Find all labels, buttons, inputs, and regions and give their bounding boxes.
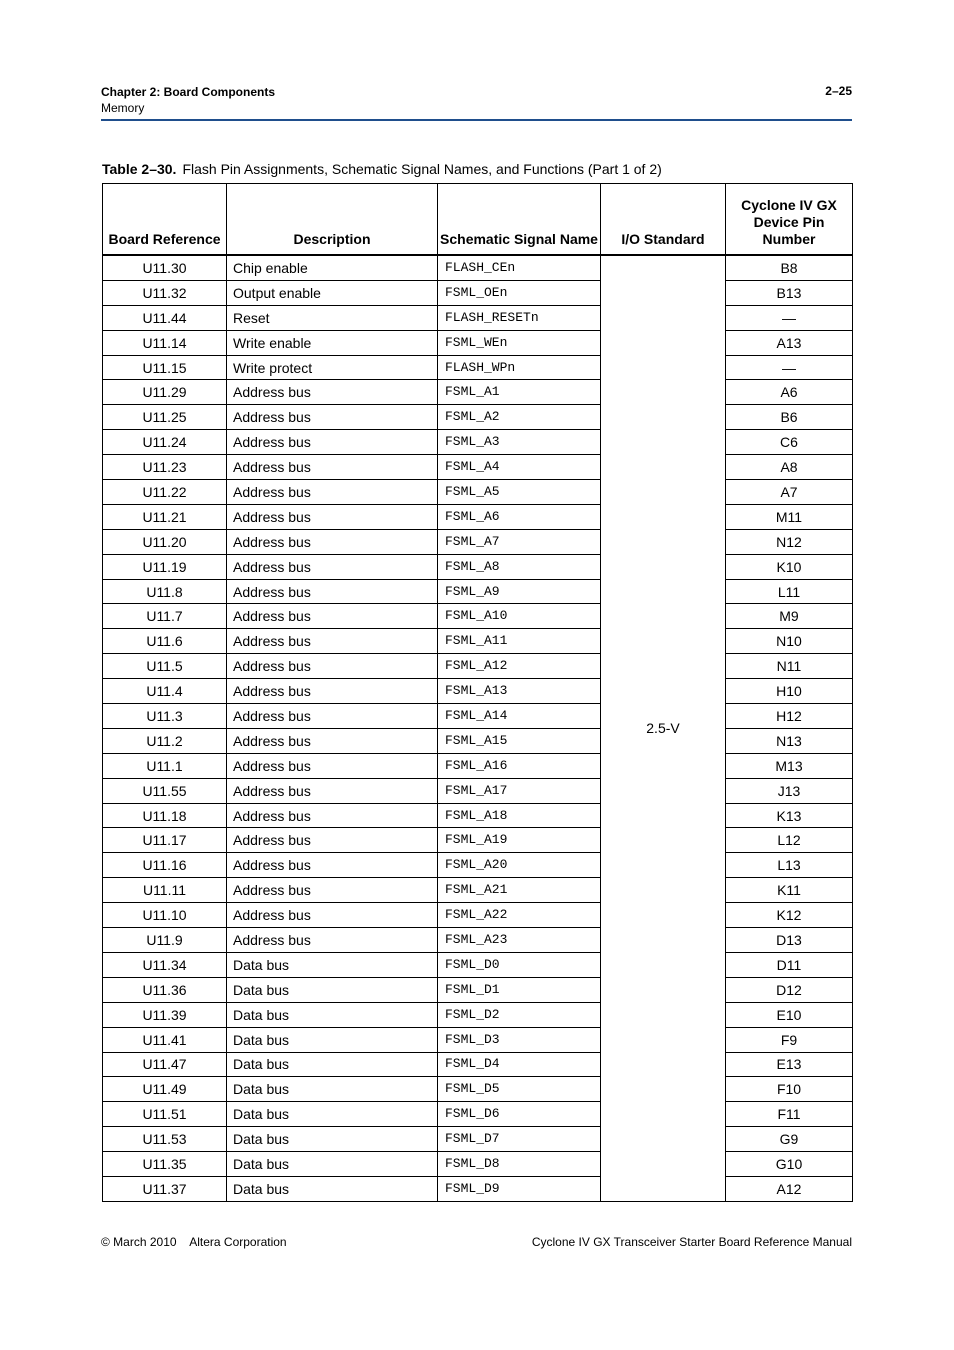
table-row <box>103 529 853 554</box>
board-reference-cell: U11.14 <box>103 330 227 355</box>
pin-number-cell: B6 <box>726 405 853 430</box>
board-reference-cell: U11.9 <box>103 928 227 953</box>
col-header-schematic-signal-name: Schematic Signal Name <box>438 184 601 256</box>
table-caption <box>102 161 662 177</box>
description-cell: Address bus <box>227 778 438 803</box>
board-reference-cell: U11.10 <box>103 903 227 928</box>
description-cell: Data bus <box>227 1152 438 1177</box>
pin-number-cell: H12 <box>726 704 853 729</box>
signal-name-cell: FSML_D4 <box>438 1052 601 1077</box>
board-reference-cell: U11.35 <box>103 1152 227 1177</box>
table-row <box>103 753 853 778</box>
board-reference-cell: U11.15 <box>103 355 227 380</box>
board-reference-cell: U11.19 <box>103 554 227 579</box>
running-header <box>101 84 275 116</box>
signal-name-cell: FSML_A5 <box>438 480 601 505</box>
signal-name-cell: FSML_A15 <box>438 728 601 753</box>
board-reference-cell: U11.44 <box>103 305 227 330</box>
pin-number-cell: N11 <box>726 654 853 679</box>
board-reference-cell: U11.2 <box>103 728 227 753</box>
signal-name-cell: FSML_A8 <box>438 554 601 579</box>
signal-name-cell: FLASH_WPn <box>438 355 601 380</box>
header-divider <box>101 119 852 121</box>
board-reference-cell: U11.3 <box>103 704 227 729</box>
board-reference-cell: U11.47 <box>103 1052 227 1077</box>
description-cell: Address bus <box>227 480 438 505</box>
table-row <box>103 1176 853 1201</box>
signal-name-cell: FSML_WEn <box>438 330 601 355</box>
pin-number-cell: D13 <box>726 928 853 953</box>
col-header-io-standard: I/O Standard <box>601 184 726 256</box>
pin-number-cell: L11 <box>726 579 853 604</box>
signal-name-cell: FSML_D8 <box>438 1152 601 1177</box>
pin-number-cell: M11 <box>726 504 853 529</box>
signal-name-cell: FSML_D2 <box>438 1002 601 1027</box>
description-cell: Data bus <box>227 1102 438 1127</box>
description-cell: Chip enable <box>227 255 438 280</box>
description-cell: Address bus <box>227 828 438 853</box>
pin-number-cell: A13 <box>726 330 853 355</box>
board-reference-cell: U11.4 <box>103 679 227 704</box>
signal-name-cell: FSML_A16 <box>438 753 601 778</box>
table-row <box>103 778 853 803</box>
table-row <box>103 255 853 280</box>
table-row <box>103 455 853 480</box>
board-reference-cell: U11.18 <box>103 803 227 828</box>
pin-number-cell: A7 <box>726 480 853 505</box>
description-cell: Data bus <box>227 1077 438 1102</box>
description-cell: Address bus <box>227 679 438 704</box>
chapter-title: Chapter 2: Board Components <box>101 85 276 99</box>
col-header-device-pin-number <box>726 184 853 256</box>
description-cell: Write protect <box>227 355 438 380</box>
pin-number-cell: N12 <box>726 529 853 554</box>
table-row <box>103 629 853 654</box>
pin-number-cell: L13 <box>726 853 853 878</box>
table-row <box>103 380 853 405</box>
table-number: Table 2–30. <box>102 161 177 177</box>
pin-number-cell: A8 <box>726 455 853 480</box>
table-row <box>103 480 853 505</box>
signal-name-cell: FSML_A3 <box>438 430 601 455</box>
description-cell: Address bus <box>227 728 438 753</box>
board-reference-cell: U11.29 <box>103 380 227 405</box>
table-row <box>103 977 853 1002</box>
signal-name-cell: FSML_A18 <box>438 803 601 828</box>
pin-number-cell: K13 <box>726 803 853 828</box>
table-row <box>103 1027 853 1052</box>
signal-name-cell: FSML_A23 <box>438 928 601 953</box>
description-cell: Reset <box>227 305 438 330</box>
pin-number-cell: F11 <box>726 1102 853 1127</box>
table-row <box>103 728 853 753</box>
description-cell: Data bus <box>227 1127 438 1152</box>
table-row <box>103 604 853 629</box>
signal-name-cell: FSML_A17 <box>438 778 601 803</box>
signal-name-cell: FSML_D6 <box>438 1102 601 1127</box>
footer-manual-title: Cyclone IV GX Transceiver Starter Board Reference Manual <box>531 1235 852 1249</box>
table-row <box>103 803 853 828</box>
signal-name-cell: FSML_D5 <box>438 1077 601 1102</box>
signal-name-cell: FSML_D9 <box>438 1176 601 1201</box>
pin-number-cell: B8 <box>726 255 853 280</box>
page-number: 2–25 <box>825 84 852 98</box>
table-row <box>103 330 853 355</box>
description-cell: Address bus <box>227 504 438 529</box>
table-row <box>103 405 853 430</box>
board-reference-cell: U11.51 <box>103 1102 227 1127</box>
table-row <box>103 280 853 305</box>
table-row <box>103 554 853 579</box>
signal-name-cell: FSML_D3 <box>438 1027 601 1052</box>
board-reference-cell: U11.8 <box>103 579 227 604</box>
signal-name-cell: FSML_OEn <box>438 280 601 305</box>
signal-name-cell: FSML_A11 <box>438 629 601 654</box>
pin-number-cell: J13 <box>726 778 853 803</box>
col-header-description: Description <box>227 184 438 256</box>
table-row <box>103 1052 853 1077</box>
section-title: Memory <box>101 101 145 115</box>
signal-name-cell: FSML_A12 <box>438 654 601 679</box>
table-row <box>103 305 853 330</box>
board-reference-cell: U11.41 <box>103 1027 227 1052</box>
table-row <box>103 579 853 604</box>
table-row <box>103 679 853 704</box>
pin-number-cell: G10 <box>726 1152 853 1177</box>
description-cell: Address bus <box>227 405 438 430</box>
table-row <box>103 928 853 953</box>
signal-name-cell: FSML_A22 <box>438 903 601 928</box>
pin-number-cell: D11 <box>726 952 853 977</box>
table-row <box>103 853 853 878</box>
pin-number-cell: K11 <box>726 878 853 903</box>
col-header-device-pin-number-text: Cyclone IV GX Device Pin Number <box>741 197 837 247</box>
table-row <box>103 1077 853 1102</box>
signal-name-cell: FSML_A7 <box>438 529 601 554</box>
table-row <box>103 654 853 679</box>
description-cell: Address bus <box>227 853 438 878</box>
board-reference-cell: U11.32 <box>103 280 227 305</box>
pin-number-cell: F10 <box>726 1077 853 1102</box>
signal-name-cell: FSML_D1 <box>438 977 601 1002</box>
description-cell: Write enable <box>227 330 438 355</box>
pin-number-cell: G9 <box>726 1127 853 1152</box>
table-row <box>103 355 853 380</box>
pin-number-cell: — <box>726 305 853 330</box>
description-cell: Data bus <box>227 977 438 1002</box>
table-row <box>103 430 853 455</box>
pin-number-cell: A12 <box>726 1176 853 1201</box>
signal-name-cell: FSML_D7 <box>438 1127 601 1152</box>
board-reference-cell: U11.37 <box>103 1176 227 1201</box>
table-row <box>103 504 853 529</box>
pin-number-cell: N10 <box>726 629 853 654</box>
signal-name-cell: FSML_A2 <box>438 405 601 430</box>
signal-name-cell: FLASH_RESETn <box>438 305 601 330</box>
signal-name-cell: FSML_A19 <box>438 828 601 853</box>
description-cell: Data bus <box>227 1002 438 1027</box>
signal-name-cell: FSML_A9 <box>438 579 601 604</box>
table-title: Flash Pin Assignments, Schematic Signal Names, and Functions (Part 1 of 2) <box>182 161 662 177</box>
description-cell: Address bus <box>227 529 438 554</box>
board-reference-cell: U11.5 <box>103 654 227 679</box>
board-reference-cell: U11.17 <box>103 828 227 853</box>
description-cell: Address bus <box>227 455 438 480</box>
pin-number-cell: M9 <box>726 604 853 629</box>
board-reference-cell: U11.6 <box>103 629 227 654</box>
io-standard-cell: 2.5-V <box>601 255 726 1201</box>
description-cell: Address bus <box>227 654 438 679</box>
description-cell: Address bus <box>227 604 438 629</box>
description-cell: Data bus <box>227 1052 438 1077</box>
pin-number-cell: A6 <box>726 380 853 405</box>
col-header-board-reference: Board Reference <box>103 184 227 256</box>
description-cell: Address bus <box>227 430 438 455</box>
description-cell: Data bus <box>227 1176 438 1201</box>
pin-number-cell: E10 <box>726 1002 853 1027</box>
signal-name-cell: FSML_A13 <box>438 679 601 704</box>
description-cell: Address bus <box>227 704 438 729</box>
description-cell: Address bus <box>227 753 438 778</box>
pin-number-cell: K10 <box>726 554 853 579</box>
pin-number-cell: D12 <box>726 977 853 1002</box>
board-reference-cell: U11.23 <box>103 455 227 480</box>
signal-name-cell: FSML_A6 <box>438 504 601 529</box>
description-cell: Address bus <box>227 903 438 928</box>
pin-number-cell: E13 <box>726 1052 853 1077</box>
signal-name-cell: FSML_A14 <box>438 704 601 729</box>
board-reference-cell: U11.21 <box>103 504 227 529</box>
table-row <box>103 828 853 853</box>
board-reference-cell: U11.36 <box>103 977 227 1002</box>
pin-number-cell: — <box>726 355 853 380</box>
pin-number-cell: F9 <box>726 1027 853 1052</box>
board-reference-cell: U11.39 <box>103 1002 227 1027</box>
signal-name-cell: FSML_A4 <box>438 455 601 480</box>
pin-number-cell: M13 <box>726 753 853 778</box>
table-row <box>103 878 853 903</box>
board-reference-cell: U11.24 <box>103 430 227 455</box>
signal-name-cell: FSML_A1 <box>438 380 601 405</box>
signal-name-cell: FSML_A10 <box>438 604 601 629</box>
table-header-row <box>103 184 853 256</box>
table-body <box>103 255 853 1201</box>
table-row <box>103 704 853 729</box>
board-reference-cell: U11.7 <box>103 604 227 629</box>
table-row <box>103 1152 853 1177</box>
board-reference-cell: U11.22 <box>103 480 227 505</box>
description-cell: Address bus <box>227 928 438 953</box>
signal-name-cell: FSML_D0 <box>438 952 601 977</box>
description-cell: Address bus <box>227 554 438 579</box>
signal-name-cell: FSML_A21 <box>438 878 601 903</box>
pin-number-cell: K12 <box>726 903 853 928</box>
description-cell: Data bus <box>227 952 438 977</box>
description-cell: Address bus <box>227 380 438 405</box>
description-cell: Address bus <box>227 803 438 828</box>
table-row <box>103 1002 853 1027</box>
pin-number-cell: B13 <box>726 280 853 305</box>
table-row <box>103 903 853 928</box>
description-cell: Address bus <box>227 878 438 903</box>
table-row <box>103 952 853 977</box>
signal-name-cell: FLASH_CEn <box>438 255 601 280</box>
pin-number-cell: N13 <box>726 728 853 753</box>
footer-copyright: © March 2010 Altera Corporation <box>101 1235 287 1249</box>
board-reference-cell: U11.11 <box>103 878 227 903</box>
description-cell: Address bus <box>227 629 438 654</box>
board-reference-cell: U11.25 <box>103 405 227 430</box>
signal-name-cell: FSML_A20 <box>438 853 601 878</box>
pin-number-cell: C6 <box>726 430 853 455</box>
description-cell: Data bus <box>227 1027 438 1052</box>
board-reference-cell: U11.30 <box>103 255 227 280</box>
table-row <box>103 1127 853 1152</box>
description-cell: Output enable <box>227 280 438 305</box>
board-reference-cell: U11.20 <box>103 529 227 554</box>
pin-number-cell: H10 <box>726 679 853 704</box>
flash-pin-table <box>102 183 853 1202</box>
board-reference-cell: U11.16 <box>103 853 227 878</box>
pin-number-cell: L12 <box>726 828 853 853</box>
description-cell: Address bus <box>227 579 438 604</box>
board-reference-cell: U11.53 <box>103 1127 227 1152</box>
board-reference-cell: U11.55 <box>103 778 227 803</box>
table-row <box>103 1102 853 1127</box>
board-reference-cell: U11.1 <box>103 753 227 778</box>
board-reference-cell: U11.49 <box>103 1077 227 1102</box>
board-reference-cell: U11.34 <box>103 952 227 977</box>
